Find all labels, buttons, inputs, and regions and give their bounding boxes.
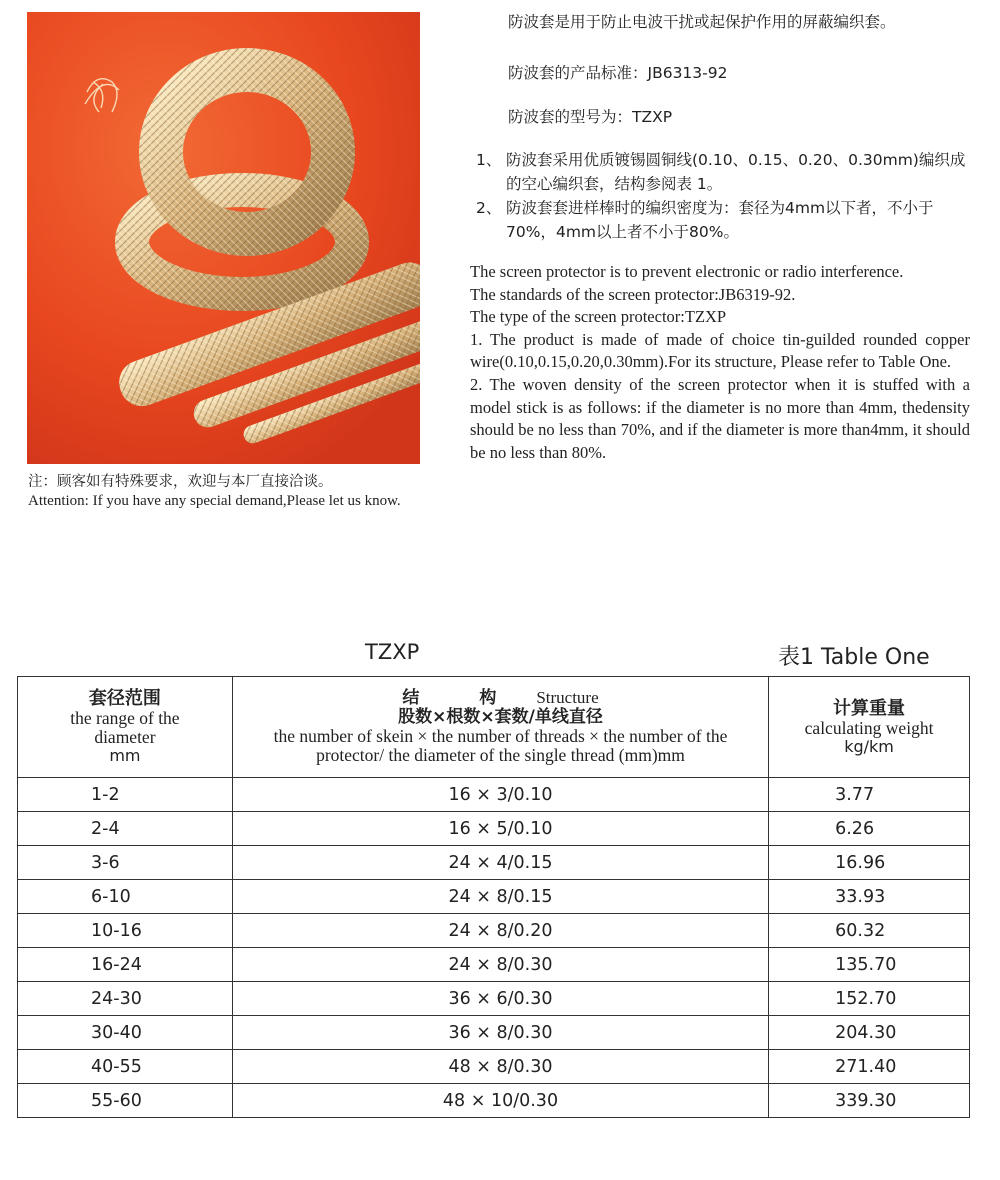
table-row	[18, 982, 970, 1016]
intro-cn-item1	[476, 148, 986, 196]
header-structure-en-a: Structure	[536, 688, 599, 707]
intro-cn-line1: 防波套是用于防止电波干扰或起保护作用的屏蔽编织套。	[508, 13, 896, 31]
cell-range: 55-60	[18, 1084, 233, 1118]
cell-structure: 24 × 8/0.15	[232, 880, 768, 914]
cell-range: 6-10	[18, 880, 233, 914]
cell-weight: 16.96	[769, 846, 970, 880]
cell-weight: 6.26	[769, 812, 970, 846]
intro-cn-item2	[476, 196, 986, 244]
cell-weight: 3.77	[769, 778, 970, 812]
item2-number: 2、	[476, 199, 502, 217]
braided-cable-photo-icon	[27, 12, 420, 464]
product-photo	[27, 12, 420, 464]
cell-range: 10-16	[18, 914, 233, 948]
cell-structure: 48 × 10/0.30	[232, 1084, 768, 1118]
table-row	[18, 778, 970, 812]
table-row	[18, 880, 970, 914]
intro-en-p2: The standards of the screen protector:JB6319-92.	[470, 284, 796, 304]
intro-en-p1: The screen protector is to prevent electronic or radio interference.	[470, 262, 904, 281]
table-number-title: 表1 Table One	[778, 645, 930, 670]
cell-structure: 36 × 6/0.30	[232, 982, 768, 1016]
table-row	[18, 812, 970, 846]
item1-number: 1、	[476, 151, 502, 169]
table-row	[18, 1050, 970, 1084]
cell-weight: 339.30	[769, 1084, 970, 1118]
note-cn: 注：顾客如有特殊要求，欢迎与本厂直接洽谈。	[28, 474, 333, 490]
header-diameter-range	[18, 677, 233, 778]
header-structure	[232, 677, 768, 778]
cell-weight: 152.70	[769, 982, 970, 1016]
cell-range: 16-24	[18, 948, 233, 982]
header-range-en: the range of the diameter	[70, 708, 180, 747]
header-range-unit: mm	[109, 746, 141, 765]
header-structure-cn: 股数×根数×套数/单线直径	[398, 707, 603, 727]
cell-range: 30-40	[18, 1016, 233, 1050]
cell-structure: 24 × 8/0.30	[232, 948, 768, 982]
intro-en-p3: The type of the screen protector:TZXP	[470, 307, 727, 327]
customer-note	[28, 472, 428, 511]
cell-structure: 16 × 5/0.10	[232, 812, 768, 846]
note-en: Attention: If you have any special demand,Please let us know.	[28, 493, 401, 509]
item2-text: 防波套套进样棒时的编织密度为：套径为4mm以下者，不小于70%，4mm以上者不小于80%。	[506, 199, 934, 241]
cell-structure: 24 × 4/0.15	[232, 846, 768, 880]
cell-weight: 60.32	[769, 914, 970, 948]
table-row	[18, 1016, 970, 1050]
header-structure-cn-a: 结	[402, 688, 420, 708]
intro-en-p5: 2. The woven density of the screen protector when it is stuffed with a model stick is as follows: if the diameter is no more than 4mm, thedensity should be no less than 70%, and if the diameter is more than4mm, it should be no less than 80%.	[470, 374, 970, 462]
cell-weight: 135.70	[769, 948, 970, 982]
table-header-row	[18, 677, 970, 778]
cell-structure: 24 × 8/0.20	[232, 914, 768, 948]
header-weight-cn: 计算重量	[833, 697, 906, 719]
cell-range: 3-6	[18, 846, 233, 880]
table-row	[18, 948, 970, 982]
intro-english	[470, 261, 970, 464]
table-row	[18, 1084, 970, 1118]
intro-cn-line3: 防波套的型号为：TZXP	[508, 108, 673, 126]
cell-range: 2-4	[18, 812, 233, 846]
intro-cn-line2: 防波套的产品标准：JB6313-92	[508, 64, 728, 82]
cell-structure: 36 × 8/0.30	[232, 1016, 768, 1050]
header-weight-en: calculating weight	[804, 717, 934, 738]
cell-range: 40-55	[18, 1050, 233, 1084]
table-row	[18, 914, 970, 948]
header-structure-en: the number of skein × the number of threads × the number of the protector/ the diameter of the single thread (mm)mm	[273, 726, 728, 765]
spec-table	[17, 676, 970, 1118]
header-weight-unit: kg/km	[844, 736, 894, 756]
header-structure-cn-b: 构	[479, 688, 497, 708]
cell-structure: 16 × 3/0.10	[232, 778, 768, 812]
item1-text: 防波套采用优质镀锡圆铜线(0.10、0.15、0.20、0.30mm)编织成的空心编织套，结构参阅表 1。	[506, 151, 966, 193]
header-range-cn: 套径范围	[88, 688, 161, 709]
cell-weight: 204.30	[769, 1016, 970, 1050]
table-model-title: TZXP	[365, 640, 420, 664]
table-body	[18, 778, 970, 1118]
cell-weight: 33.93	[769, 880, 970, 914]
cell-range: 24-30	[18, 982, 233, 1016]
cell-structure: 48 × 8/0.30	[232, 1050, 768, 1084]
header-structure-top	[233, 689, 768, 707]
intro-en-p4: 1. The product is made of made of choice tin-guilded rounded copper wire(0.10,0.15,0.20,0.30mm).For its structure, Please refer to Table One.	[470, 329, 970, 372]
header-weight	[769, 677, 970, 778]
table-row	[18, 846, 970, 880]
cell-weight: 271.40	[769, 1050, 970, 1084]
cell-range: 1-2	[18, 778, 233, 812]
